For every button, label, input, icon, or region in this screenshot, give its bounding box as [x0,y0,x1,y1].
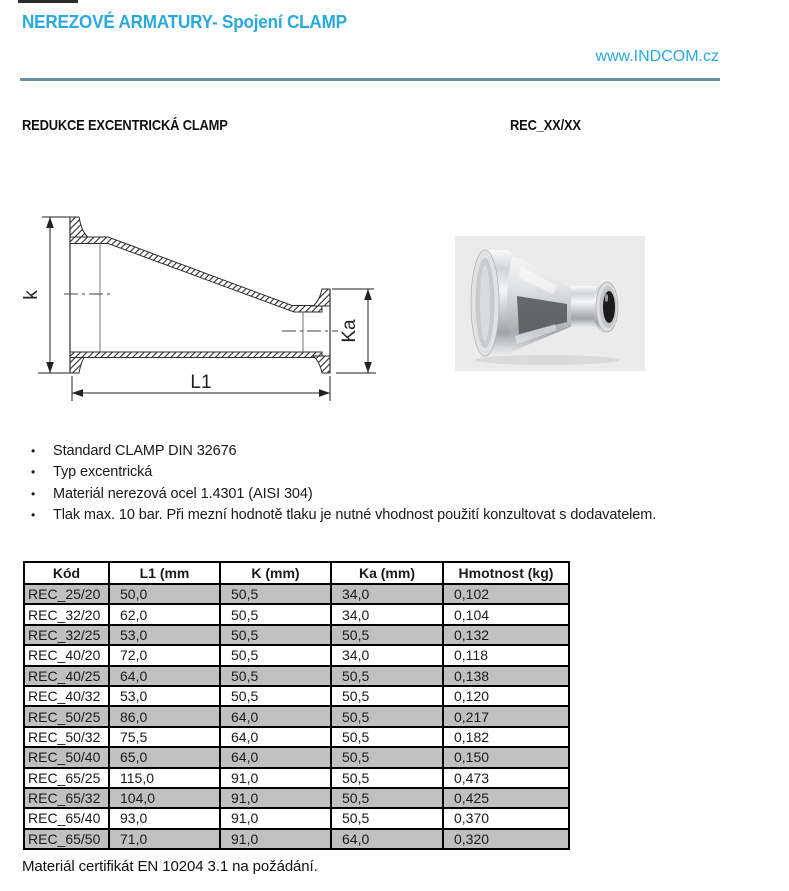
spec-table-wrap [23,561,570,850]
bullet-item [22,484,762,505]
spec-table-body [24,584,569,849]
cell-code: REC_65/32 [24,788,109,808]
page-title: NEREZOVÉ ARMATURY- Spojení CLAMP [22,12,347,32]
cell-value: 72,0 [109,645,220,665]
dim-label-ka: Ka [339,319,360,343]
column-header: Hmotnost (kg) [443,562,569,584]
cell-code: REC_65/25 [24,768,109,788]
bullet-text: Standard CLAMP DIN 32676 [53,443,237,459]
cell-value: 75,5 [109,727,220,747]
table-row [24,584,569,604]
bullet-item [22,441,762,462]
cell-value: 62,0 [109,604,220,624]
cell-value: 50,5 [220,666,331,686]
cell-code: REC_40/25 [24,666,109,686]
cell-value: 0,102 [443,584,569,604]
dim-label-k: k [21,290,42,300]
scan-artifact [18,0,78,3]
header-divider [20,78,720,81]
bullet-list [22,441,762,526]
product-code: REC_XX/XX [510,117,581,134]
cell-code: REC_50/25 [24,706,109,726]
cell-value: 0,182 [443,727,569,747]
bullet-text: Materiál nerezová ocel 1.4301 (AISI 304) [53,485,313,502]
certificate-note: Materiál certifikát EN 10204 3.1 na požádání. [22,858,318,875]
bullet-text: Tlak max. 10 bar. Při mezní hodnotě tlaku je nutné vhodnost použití konzultovat s dodavatelem. [53,506,657,523]
cell-value: 50,5 [220,584,331,604]
cell-value: 53,0 [109,625,220,645]
table-row [24,768,569,788]
cell-value: 50,5 [220,686,331,706]
cell-value: 64,0 [220,727,331,747]
cell-value: 0,320 [443,829,569,849]
table-row [24,829,569,849]
cell-value: 64,0 [331,829,443,849]
cell-code: REC_65/40 [24,808,109,828]
bullet-item [22,462,762,483]
table-row [24,788,569,808]
cell-value: 91,0 [220,829,331,849]
product-name: REDUKCE EXCENTRICKÁ CLAMP [22,117,228,134]
cell-value: 50,5 [220,604,331,624]
cell-value: 0,104 [443,604,569,624]
cell-value: 0,425 [443,788,569,808]
cell-value: 0,370 [443,808,569,828]
cell-code: REC_40/20 [24,645,109,665]
cell-value: 91,0 [220,808,331,828]
bullet-item [22,505,762,526]
cell-value: 0,473 [443,768,569,788]
bullet-icon: • [31,486,36,501]
cell-value: 64,0 [109,666,220,686]
cell-code: REC_65/50 [24,829,109,849]
cell-value: 93,0 [109,808,220,828]
cell-value: 50,0 [109,584,220,604]
spec-table-header-row [24,562,569,584]
table-row [24,645,569,665]
cell-value: 50,5 [331,727,443,747]
cell-value: 0,120 [443,686,569,706]
cell-value: 86,0 [109,706,220,726]
table-row [24,666,569,686]
bullet-icon: • [31,465,36,480]
column-header: Kód [24,562,109,584]
table-row [24,747,569,767]
table-row [24,625,569,645]
cell-value: 0,217 [443,706,569,726]
cell-value: 50,5 [331,808,443,828]
cell-value: 65,0 [109,747,220,767]
table-row [24,727,569,747]
cell-value: 50,5 [220,625,331,645]
column-header: K (mm) [220,562,331,584]
cell-value: 50,5 [331,686,443,706]
cell-value: 50,5 [331,666,443,686]
bullet-icon: • [31,507,36,522]
cell-value: 50,5 [331,768,443,788]
cell-value: 34,0 [331,645,443,665]
cell-code: REC_40/32 [24,686,109,706]
cell-value: 50,5 [331,706,443,726]
cell-value: 0,132 [443,625,569,645]
cell-value: 104,0 [109,788,220,808]
bullet-icon: • [31,444,36,458]
table-row [24,604,569,624]
cell-code: REC_32/20 [24,604,109,624]
cell-value: 50,5 [331,747,443,767]
cell-value: 64,0 [220,706,331,726]
bullet-text: Typ excentrická [53,464,153,481]
cell-value: 34,0 [331,604,443,624]
table-row [24,808,569,828]
cell-value: 91,0 [220,788,331,808]
cell-code: REC_25/20 [24,584,109,604]
dim-label-l1: L1 [190,372,212,393]
cell-value: 71,0 [109,829,220,849]
table-row [24,706,569,726]
website-link[interactable]: www.INDCOM.cz [595,48,719,65]
cell-value: 0,118 [443,645,569,665]
cell-code: REC_32/25 [24,625,109,645]
cell-value: 34,0 [331,584,443,604]
spec-table [23,561,570,850]
table-row [24,686,569,706]
cell-value: 50,5 [331,788,443,808]
cell-value: 91,0 [220,768,331,788]
cell-value: 115,0 [109,768,220,788]
cell-value: 50,5 [220,645,331,665]
cell-value: 53,0 [109,686,220,706]
cell-value: 0,150 [443,747,569,767]
product-photo [455,236,645,371]
cell-value: 64,0 [220,747,331,767]
cell-value: 0,138 [443,666,569,686]
column-header: L1 (mm [109,562,220,584]
cell-code: REC_50/32 [24,727,109,747]
cell-value: 50,5 [331,625,443,645]
cell-code: REC_50/40 [24,747,109,767]
technical-drawing-icon [20,195,380,415]
column-header: Ka (mm) [331,562,443,584]
